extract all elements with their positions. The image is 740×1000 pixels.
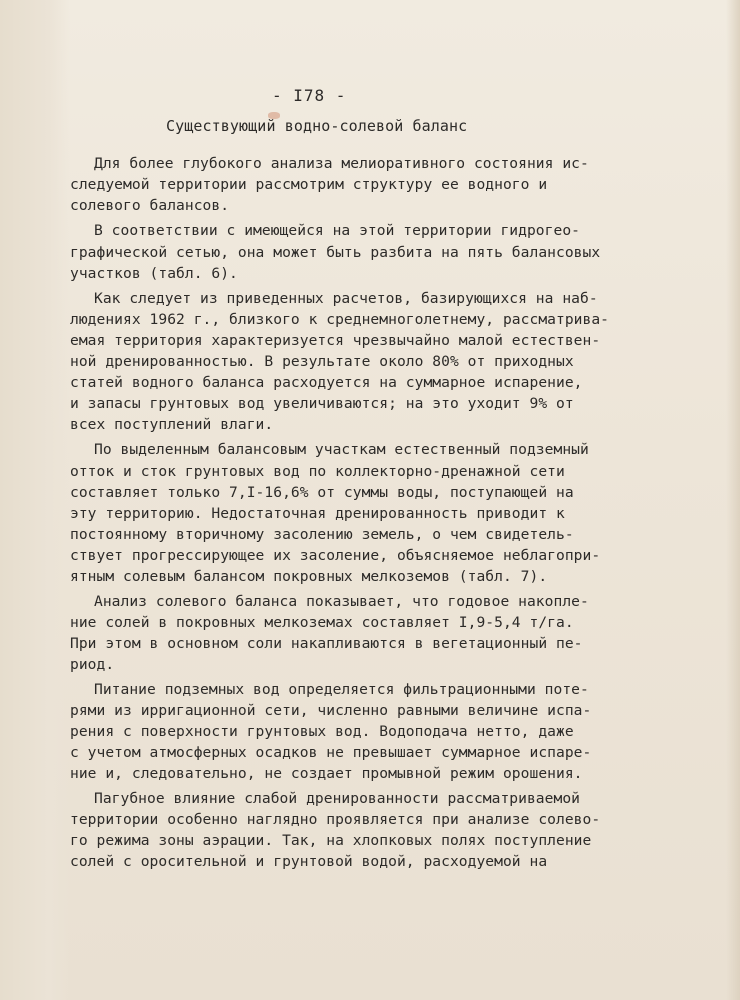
text-line: По выделенным балансовым участкам естественный подземный [94,441,589,458]
text-line: и запасы грунтовых вод увеличиваются; на это уходит 9% от [70,395,574,412]
text-line: постоянному вторичному засолению земель, о чем свидетель- [70,526,574,543]
text-line: го режима зоны аэрации. Так, на хлопковых полях поступление [70,832,592,849]
text-line: Для более глубокого анализа мелиоративного состояния ис- [94,155,589,172]
text-line: отток и сток грунтовых вод по коллекторно-дренажной сети [70,463,565,480]
text-line: участков (табл. 6). [70,265,238,282]
text-line: солевого балансов. [70,197,230,214]
text-line: ной дренированностью. В результате около 80% от приходных [70,353,574,370]
text-line: составляет только 7,I-16,6% от суммы воды, поступающей на [70,484,574,501]
text-line: статей водного баланса расходуется на суммарное испарение, [70,374,583,391]
text-line: графической сетью, она может быть разбита на пять балансовых [70,244,601,261]
text-line: емая территория характеризуется чрезвычайно малой естествен- [70,332,601,349]
text-line: солей с оросительной и грунтовой водой, расходуемой на [70,853,548,870]
text-line: В соответствии с имеющейся на этой территории гидрогео- [94,222,580,239]
text-line: Как следует из приведенных расчетов, базирующихся на наб- [94,290,598,307]
text-line: ние солей в покровных мелкоземах составляет I,9-5,4 т/га. [70,614,574,631]
page-number: - I78 - [272,86,347,105]
text-line: с учетом атмосферных осадков не превышает суммарное испаре- [70,744,592,761]
text-line: Питание подземных вод определяется фильтрационными поте- [94,681,589,698]
text-line: Пагубное влияние слабой дренированности рассматриваемой [94,790,580,807]
text-line: рения с поверхности грунтовых вод. Водоподача нетто, даже [70,723,574,740]
text-line: следуемой территории рассмотрим структуру ее водного и [70,176,548,193]
text-line: Анализ солевого баланса показывает, что годовое накопле- [94,593,589,610]
text-line: ние и, следовательно, не создает промывной режим орошения. [70,765,583,782]
text-line: рями из ирригационной сети, численно равными величине испа- [70,702,592,719]
text-line: ствует прогрессирующее их засоление, объясняемое неблагопри- [70,547,601,564]
text-line: всех поступлений влаги. [70,416,274,433]
text-line: ятным солевым балансом покровных мелкоземов (табл. 7). [70,568,548,585]
text-line: людениях 1962 г., близкого к среднемноголетнему, рассматрива- [70,311,610,328]
text-line: эту территорию. Недостаточная дренированность приводит к [70,505,565,522]
text-line: риод. [70,656,115,673]
text-line: территории особенно наглядно проявляется при анализе солево- [70,811,601,828]
section-heading: Существующий водно-солевой баланс [166,117,468,135]
text-line: При этом в основном соли накапливаются в вегетационный пе- [70,635,583,652]
